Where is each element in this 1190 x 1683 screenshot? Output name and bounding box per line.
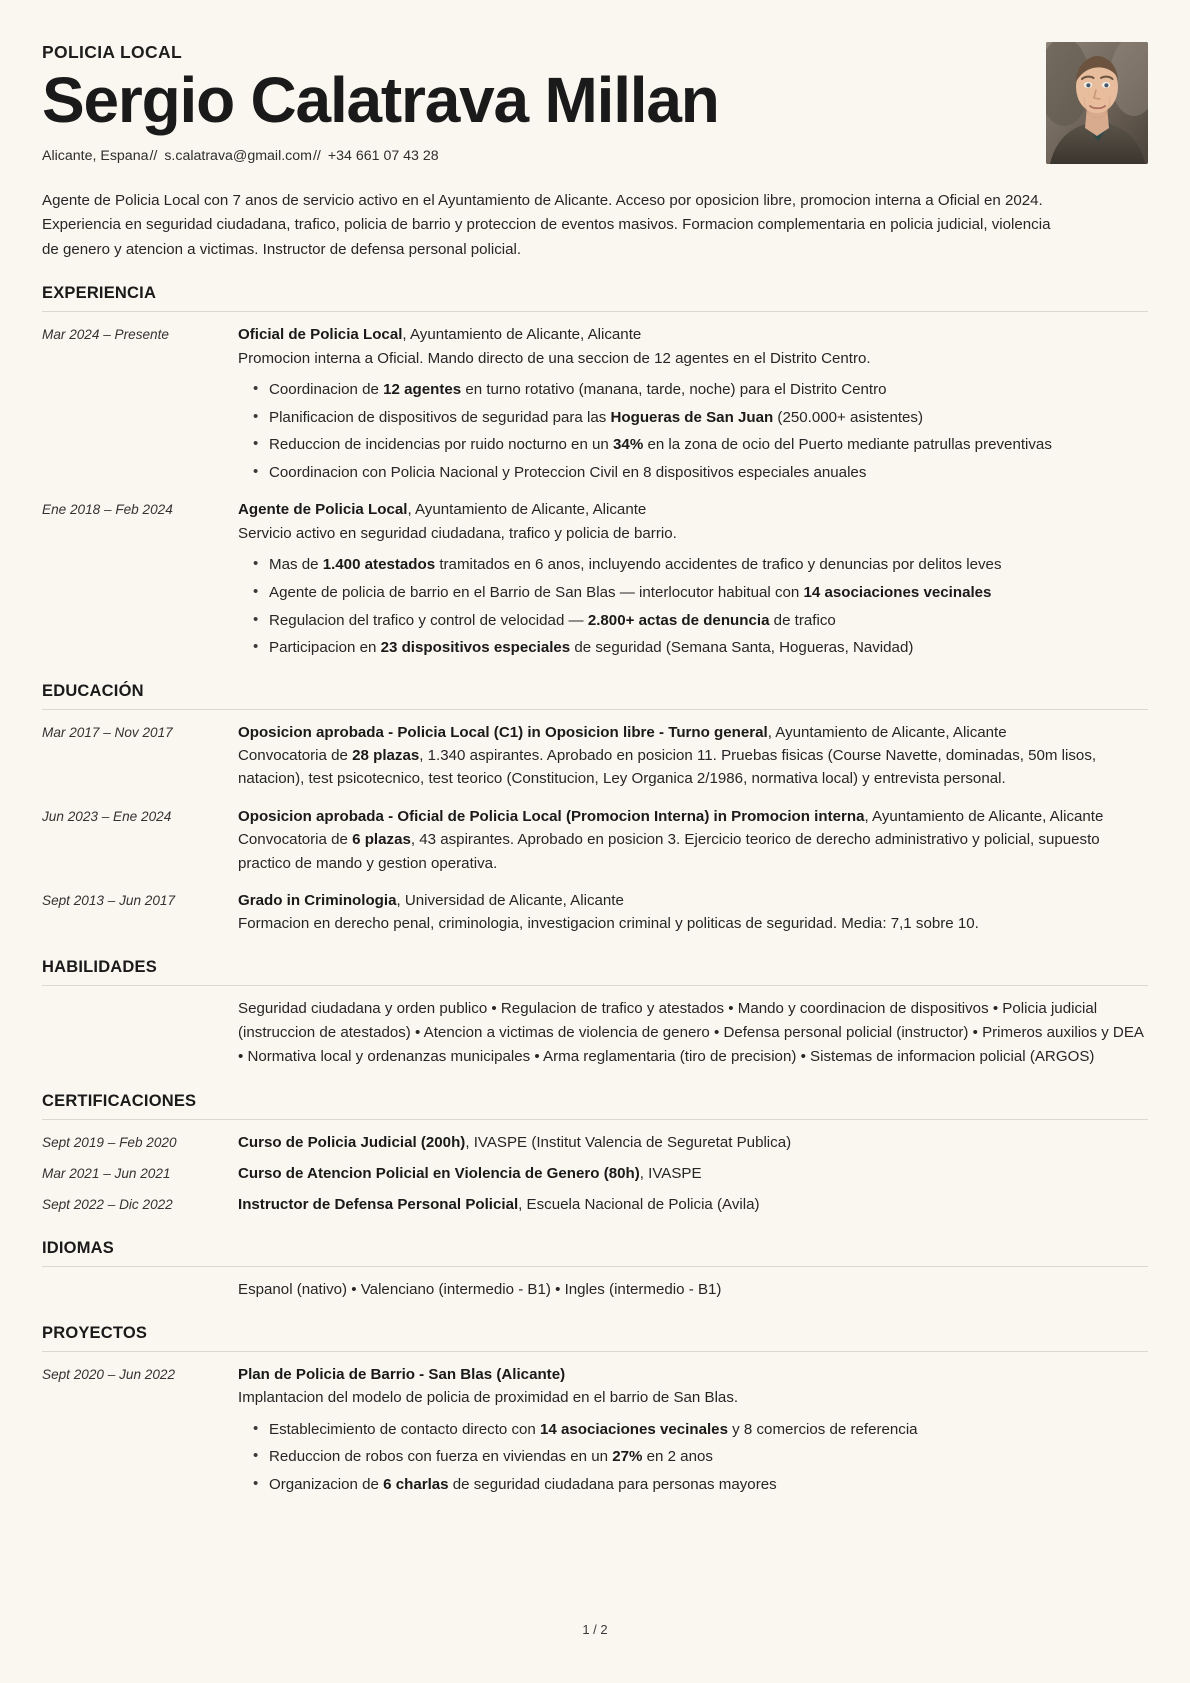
- resume-header: [42, 42, 1148, 167]
- entry-org: , Escuela Nacional de Policia (Avila): [518, 1196, 760, 1214]
- entry-description: Servicio activo en seguridad ciudadana, trafico y policia de barrio.: [238, 524, 677, 542]
- entry-bullet-list: [238, 1419, 1148, 1497]
- entry-date: Ene 2018 – Feb 2024: [42, 502, 173, 518]
- contact-separator-2: //: [312, 148, 321, 165]
- text-run: Formacion en derecho penal, criminologia, investigacion criminal y politicas de seguridad. Media: 7,1 sobre 10.: [238, 915, 979, 933]
- entry-org: , IVASPE (Institut Valencia de Seguretat Publica): [465, 1133, 792, 1151]
- bullet-item: [269, 462, 1148, 485]
- languages-text: Espanol (nativo) • Valenciano (intermedio - B1) • Ingles (intermedio - B1): [238, 1280, 722, 1298]
- emphasis-text: 23 dispositivos especiales: [380, 639, 571, 657]
- entry-body: [238, 1162, 1148, 1185]
- contact-line: [42, 147, 988, 167]
- languages-row: [42, 1278, 1148, 1302]
- entry-role: Curso de Policia Judicial (200h): [238, 1133, 466, 1151]
- certification-entry: [42, 1193, 1148, 1216]
- entry-description: Implantacion del modelo de policia de proximidad en el barrio de San Blas.: [238, 1389, 739, 1407]
- entry-org: , Ayuntamiento de Alicante, Alicante: [407, 501, 647, 519]
- entry-date: Mar 2024 – Presente: [42, 327, 169, 343]
- section-divider: [42, 311, 1148, 312]
- section-divider: [42, 1266, 1148, 1267]
- entry-heading: [238, 889, 1148, 912]
- text-run: tramitados en 6 anos, incluyendo accidentes de trafico y denuncias por delitos leves: [435, 556, 1002, 574]
- section-title-certifications: CERTIFICACIONES: [42, 1091, 197, 1110]
- section-divider: [42, 1351, 1148, 1352]
- entry-org: , Universidad de Alicante, Alicante: [396, 891, 624, 909]
- section-projects: [42, 1324, 1148, 1497]
- entry-heading: [238, 1131, 1148, 1154]
- entry-date: Mar 2017 – Nov 2017: [42, 724, 173, 740]
- text-run: y 8 comercios de referencia: [727, 1420, 918, 1438]
- text-run: Convocatoria de: [238, 747, 353, 764]
- entry-org: , Ayuntamiento de Alicante, Alicante: [402, 326, 642, 344]
- bullet-item: [269, 582, 1148, 605]
- job-title-eyebrow: POLICIA LOCAL: [42, 42, 183, 62]
- entry-heading: [238, 721, 1148, 744]
- entry-date: Sept 2022 – Dic 2022: [42, 1197, 173, 1213]
- text-run: Reduccion de robos con fuerza en viviendas en un: [269, 1448, 613, 1466]
- text-run: , 43 aspirantes. Aprobado en posicion 3. Ejercicio teorico de derecho administrativo y policial, supuesto practico de mando y gestion operativa.: [238, 831, 1100, 872]
- bullet-item: [269, 1474, 1148, 1497]
- entry-heading: [238, 1363, 1148, 1386]
- text-run: de seguridad (Semana Santa, Hogueras, Navidad): [570, 639, 914, 657]
- certification-entry: [42, 1131, 1148, 1154]
- section-divider: [42, 985, 1148, 986]
- text-run: , 1.340 aspirantes. Aprobado en posicion 11. Pruebas fisicas (Course Navette, dominadas, 50m lisos, natacion), test psicotecnico, test teorico (Constitucion, Ley Organica 2/1986, normativa local) y entrevista personal.: [238, 747, 1097, 788]
- section-title-skills: HABILIDADES: [42, 957, 157, 976]
- text-run: Reduccion de incidencias por ruido nocturno en un: [269, 436, 614, 454]
- text-run: Organizacion de: [269, 1475, 384, 1493]
- entry-org: , Ayuntamiento de Alicante, Alicante: [767, 723, 1007, 741]
- entry-date: Sept 2019 – Feb 2020: [42, 1134, 177, 1150]
- emphasis-text: Hogueras de San Juan: [610, 408, 774, 426]
- entry-heading: [238, 323, 1148, 346]
- certification-entry: [42, 1162, 1148, 1185]
- entry-org: , IVASPE: [639, 1165, 702, 1183]
- entry-body: [238, 1363, 1148, 1497]
- professional-summary: Agente de Policia Local con 7 anos de servicio activo en el Ayuntamiento de Alicante. Acceso por oposicion libre, promocion interna a Oficial en 2024. Experiencia en seguridad ciudadana, trafico, policia de barrio y proteccion de eventos masivos. Formacion complementaria en policia judicial, violencia de genero y atencion a victimas. Instructor de defensa personal policial.: [42, 192, 1051, 258]
- emphasis-text: 14 asociaciones vecinales: [803, 583, 992, 601]
- entry-description: Promocion interna a Oficial. Mando directo de una seccion de 12 agentes en el Distrito Centro.: [238, 349, 871, 367]
- section-title-experience: EXPERIENCIA: [42, 284, 157, 303]
- entry-date: Sept 2020 – Jun 2022: [42, 1366, 176, 1382]
- emphasis-text: 27%: [612, 1448, 643, 1466]
- entry-bullet-list: [238, 554, 1148, 660]
- entry-description: [238, 912, 1148, 935]
- text-run: Regulacion del trafico y control de velocidad —: [269, 611, 588, 629]
- section-skills: [42, 958, 1148, 1070]
- entry-heading: [238, 1162, 1148, 1185]
- entry-body: [238, 1131, 1148, 1154]
- emphasis-text: 14 asociaciones vecinales: [540, 1420, 728, 1438]
- entry-date: Sept 2013 – Jun 2017: [42, 892, 176, 908]
- entry-body: [238, 498, 1148, 659]
- section-divider: [42, 709, 1148, 710]
- text-run: (250.000+ asistentes): [773, 408, 924, 426]
- skills-row: [42, 997, 1148, 1070]
- text-run: Participacion en: [269, 639, 381, 657]
- contact-email[interactable]: s.calatrava@gmail.com: [164, 148, 312, 165]
- section-education: [42, 682, 1148, 936]
- candidate-name: Sergio Calatrava Millan: [42, 63, 719, 136]
- avatar: [1046, 42, 1148, 164]
- text-run: en 2 anos: [642, 1448, 713, 1466]
- entry-role: Oficial de Policia Local: [238, 326, 403, 344]
- entry-body: [238, 323, 1148, 484]
- entry-date: Mar 2021 – Jun 2021: [42, 1166, 171, 1182]
- bullet-item: [269, 407, 1148, 430]
- text-run: en turno rotativo (manana, tarde, noche) para el Distrito Centro: [461, 380, 887, 398]
- bullet-item: [269, 637, 1148, 660]
- entry-description: [238, 828, 1148, 875]
- text-run: Planificacion de dispositivos de seguridad para las: [269, 408, 611, 426]
- text-run: Establecimiento de contacto directo con: [269, 1420, 541, 1438]
- bullet-item: [269, 379, 1148, 402]
- entry-heading: [238, 498, 1148, 521]
- entry-role: Instructor de Defensa Personal Policial: [238, 1196, 519, 1214]
- section-experience: [42, 284, 1148, 659]
- bullet-item: [269, 554, 1148, 577]
- emphasis-text: 1.400 atestados: [322, 556, 436, 574]
- section-title-education: EDUCACIÓN: [42, 681, 144, 700]
- entry-description: [238, 744, 1148, 791]
- page-footer: [0, 1622, 1190, 1637]
- entry-role: Oposicion aprobada - Oficial de Policia Local (Promocion Interna) in Promocion interna: [238, 807, 865, 825]
- entry-role: Oposicion aprobada - Policia Local (C1) in Oposicion libre - Turno general: [238, 723, 768, 741]
- bullet-item: [269, 610, 1148, 633]
- project-entry: [42, 1363, 1148, 1497]
- emphasis-text: 6 charlas: [383, 1475, 449, 1493]
- bullet-item: [269, 434, 1148, 457]
- contact-phone[interactable]: +34 661 07 43 28: [327, 148, 439, 165]
- emphasis-text: 12 agentes: [383, 380, 462, 398]
- text-run: de trafico: [769, 611, 836, 629]
- entry-body: [238, 889, 1148, 936]
- page-indicator: 1 / 2: [582, 1622, 608, 1637]
- education-entry: [42, 889, 1148, 936]
- emphasis-text: 28 plazas: [352, 747, 420, 764]
- entry-heading: [238, 805, 1148, 828]
- bullet-item: [269, 1446, 1148, 1469]
- entry-role: Curso de Atencion Policial en Violencia de Genero (80h): [238, 1165, 640, 1183]
- experience-entry: [42, 498, 1148, 659]
- contact-separator-1: //: [149, 148, 158, 165]
- entry-body: [238, 721, 1148, 791]
- section-title-languages: IDIOMAS: [42, 1238, 114, 1257]
- section-title-projects: PROYECTOS: [42, 1324, 148, 1343]
- text-run: en la zona de ocio del Puerto mediante patrullas preventivas: [643, 436, 1052, 454]
- entry-date: Jun 2023 – Ene 2024: [42, 808, 172, 824]
- education-entry: [42, 805, 1148, 875]
- entry-role: Agente de Policia Local: [238, 501, 408, 519]
- entry-org: , Ayuntamiento de Alicante, Alicante: [864, 807, 1104, 825]
- entry-heading: [238, 1193, 1148, 1216]
- text-run: Coordinacion con Policia Nacional y Proteccion Civil en 8 dispositivos especiales anuales: [269, 463, 867, 481]
- emphasis-text: 6 plazas: [352, 831, 411, 849]
- experience-entry: [42, 323, 1148, 484]
- text-run: Mas de: [269, 556, 323, 574]
- text-run: Coordinacion de: [269, 380, 384, 398]
- section-divider: [42, 1119, 1148, 1120]
- entry-body: [238, 1193, 1148, 1216]
- text-run: Convocatoria de: [238, 831, 353, 849]
- entry-role: Plan de Policia de Barrio - San Blas (Alicante): [238, 1365, 566, 1383]
- emphasis-text: 2.800+ actas de denuncia: [587, 611, 770, 629]
- text-run: Agente de policia de barrio en el Barrio de San Blas — interlocutor habitual con: [269, 583, 804, 601]
- entry-body: [238, 805, 1148, 875]
- entry-role: Grado in Criminologia: [238, 891, 397, 909]
- section-languages: [42, 1239, 1148, 1302]
- section-certifications: [42, 1092, 1148, 1217]
- text-run: de seguridad ciudadana para personas mayores: [448, 1475, 777, 1493]
- entry-bullet-list: [238, 379, 1148, 485]
- emphasis-text: 34%: [613, 436, 644, 454]
- skills-text: Seguridad ciudadana y orden publico • Regulacion de trafico y atestados • Mando y coordinacion de dispositivos • Policia judicial (instruccion de atestados) • Atencion a victimas de violencia de genero • Defensa personal policial (instructor) • Primeros auxilios y DEA • Normativa local y ordenanzas municipales • Arma reglamentaria (tiro de precision) • Sistemas de informacion policial (ARGOS): [238, 999, 1144, 1066]
- bullet-item: [269, 1419, 1148, 1442]
- contact-location: Alicante, Espana: [42, 148, 149, 165]
- education-entry: [42, 721, 1148, 791]
